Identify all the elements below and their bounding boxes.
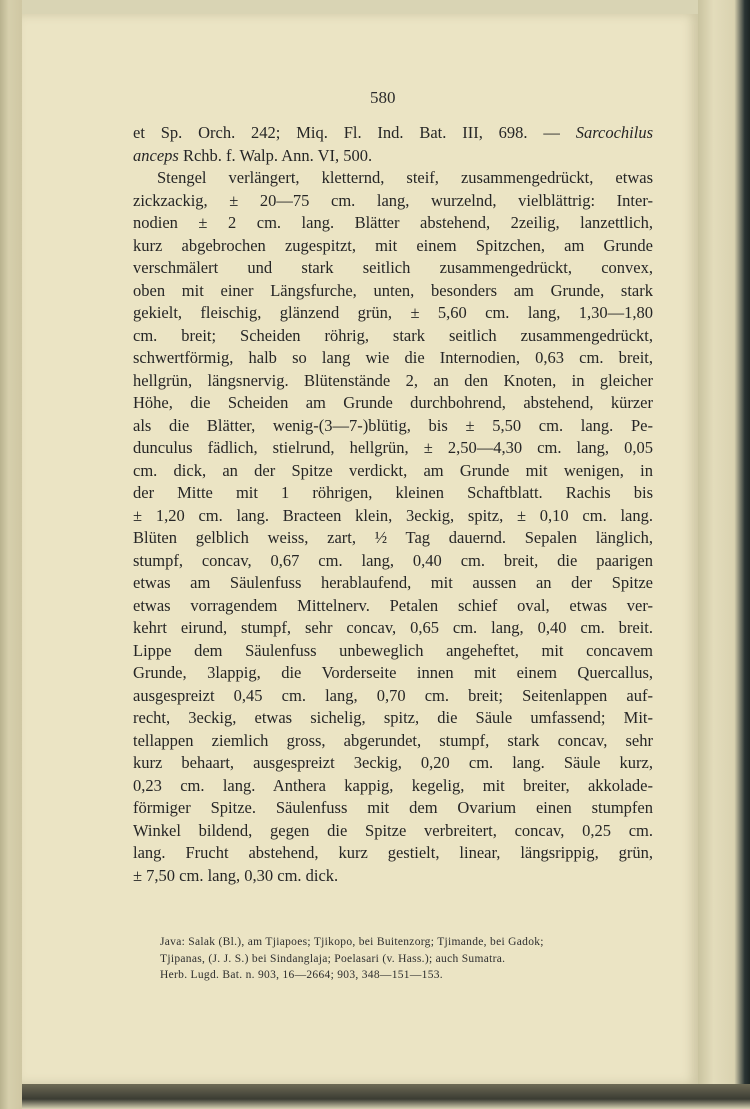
text-line: Blüten gelblich weiss, zart, ½ Tag dauernd. Sepalen länglich, — [133, 528, 653, 547]
text-line: hellgrün, längsnervig. Blütenstände 2, an den Knoten, in gleicher — [133, 370, 653, 390]
text-line: Winkel bildend, gegen die Spitze verbreitert, concav, 0,25 cm. — [133, 820, 653, 840]
species-epithet: anceps — [133, 145, 179, 165]
text-line: kurz behaart, ausgespreizt 3eckig, 0,20 cm. lang. Säule kurz, — [133, 753, 653, 772]
text-line: kurz abgebrochen zugespitzt, mit einem Spitzchen, am Grunde — [133, 235, 653, 255]
text-line: ± 7,50 cm. lang, 0,30 cm. dick. — [133, 865, 339, 885]
description-text — [133, 122, 653, 887]
book-edge — [698, 0, 750, 1109]
text-line: tellappen ziemlich gross, abgerundet, stumpf, stark concav, sehr — [133, 730, 653, 750]
text-line: etwas vorragendem Mittelnerv. Petalen schief oval, etwas ver- — [133, 595, 653, 615]
text-line: Stengel verlängert, kletternd, steif, zusammengedrückt, etwas — [157, 168, 653, 187]
text-line: als die Blätter, wenig-(3—7-)blütig, bis ± 5,50 cm. lang. Pe- — [133, 415, 653, 435]
text-line: Höhe, die Scheiden am Grunde durchbohrend, abstehend, kürzer — [133, 393, 653, 412]
text-line: et Sp. Orch. 242; Miq. Fl. Ind. Bat. III, 698. — Sarcochilus — [133, 123, 653, 142]
page-number: 580 — [370, 88, 396, 107]
text-line: oben mit einer Längsfurche, unten, besonders am Grunde, stark — [133, 280, 653, 300]
text-line: ausgespreizt 0,45 cm. lang, 0,70 cm. breit; Seitenlappen auf- — [133, 685, 653, 705]
text-line: stumpf, concav, 0,67 cm. lang, 0,40 cm. breit, die paarigen — [133, 550, 653, 570]
text-line: 0,23 cm. lang. Anthera kappig, kegelig, mit breiter, akkolade- — [133, 775, 653, 795]
note-line-herbarium: Herb. Lugd. Bat. n. 903, 16—2664; 903, 348—151—153. — [160, 969, 443, 981]
text-line: verschmälert und stark seitlich zusammengedrückt, convex, — [133, 258, 653, 277]
locality-notes — [160, 934, 660, 984]
text-line: Grunde, 3lappig, die Vorderseite innen mit einem Quercallus, — [133, 663, 653, 682]
text-line: förmiger Spitze. Säulenfuss mit dem Ovarium einen stumpfen — [133, 798, 653, 817]
text-line: schwertförmig, halb so lang wie die Internodien, 0,63 cm. breit, — [133, 348, 653, 367]
text-line: gekielt, fleischig, glänzend grün, ± 5,60 cm. lang, 1,30—1,80 — [133, 303, 653, 322]
note-line-localities-cont: Tjipanas, (J. J. S.) bei Sindanglaja; Poelasari (v. Hass.); auch Sumatra. — [160, 952, 506, 965]
text-line: cm. dick, an der Spitze verdickt, am Grunde mit wenigen, in — [133, 460, 653, 480]
page-bottom-edge — [22, 1084, 750, 1109]
text-line: zickzackig, ± 20—75 cm. lang, wurzelnd, vielblättrig: Inter- — [133, 190, 653, 210]
text-line: anceps Rchb. f. Walp. Ann. VI, 500. — [133, 145, 373, 165]
text-line: etwas am Säulenfuss herablaufend, mit aussen an der Spitze — [133, 573, 653, 592]
note-line-localities: Java: Salak (Bl.), am Tjiapoes; Tjikopo, bei Buitenzorg; Tjimande, bei Gadok; — [160, 936, 544, 948]
text-line: recht, 3eckig, etwas sichelig, spitz, die Säule umfassend; Mit- — [133, 708, 653, 727]
genus-name: Sarcochilus — [575, 123, 653, 142]
text-line: dunculus fädlich, stielrund, hellgrün, ± 2,50—4,30 cm. lang, 0,05 — [133, 438, 653, 457]
binding-gutter — [0, 0, 22, 1109]
text-line: ± 1,20 cm. lang. Bracteen klein, 3eckig, spitz, ± 0,10 cm. lang. — [133, 505, 653, 525]
text-line: der Mitte mit 1 röhrigen, kleinen Schaftblatt. Rachis bis — [133, 483, 653, 502]
text-line: cm. breit; Scheiden röhrig, stark seitlich zusammengedrückt, — [133, 325, 653, 345]
text-line: lang. Frucht abstehend, kurz gestielt, linear, längsrippig, grün, — [133, 843, 653, 862]
text-line: kehrt eirund, stumpf, sehr concav, 0,65 cm. lang, 0,40 cm. breit. — [133, 618, 653, 637]
text-line: Lippe dem Säulenfuss unbeweglich angeheftet, mit concavem — [133, 640, 653, 660]
text-line: nodien ± 2 cm. lang. Blätter abstehend, 2zeilig, lanzettlich, — [133, 213, 653, 232]
